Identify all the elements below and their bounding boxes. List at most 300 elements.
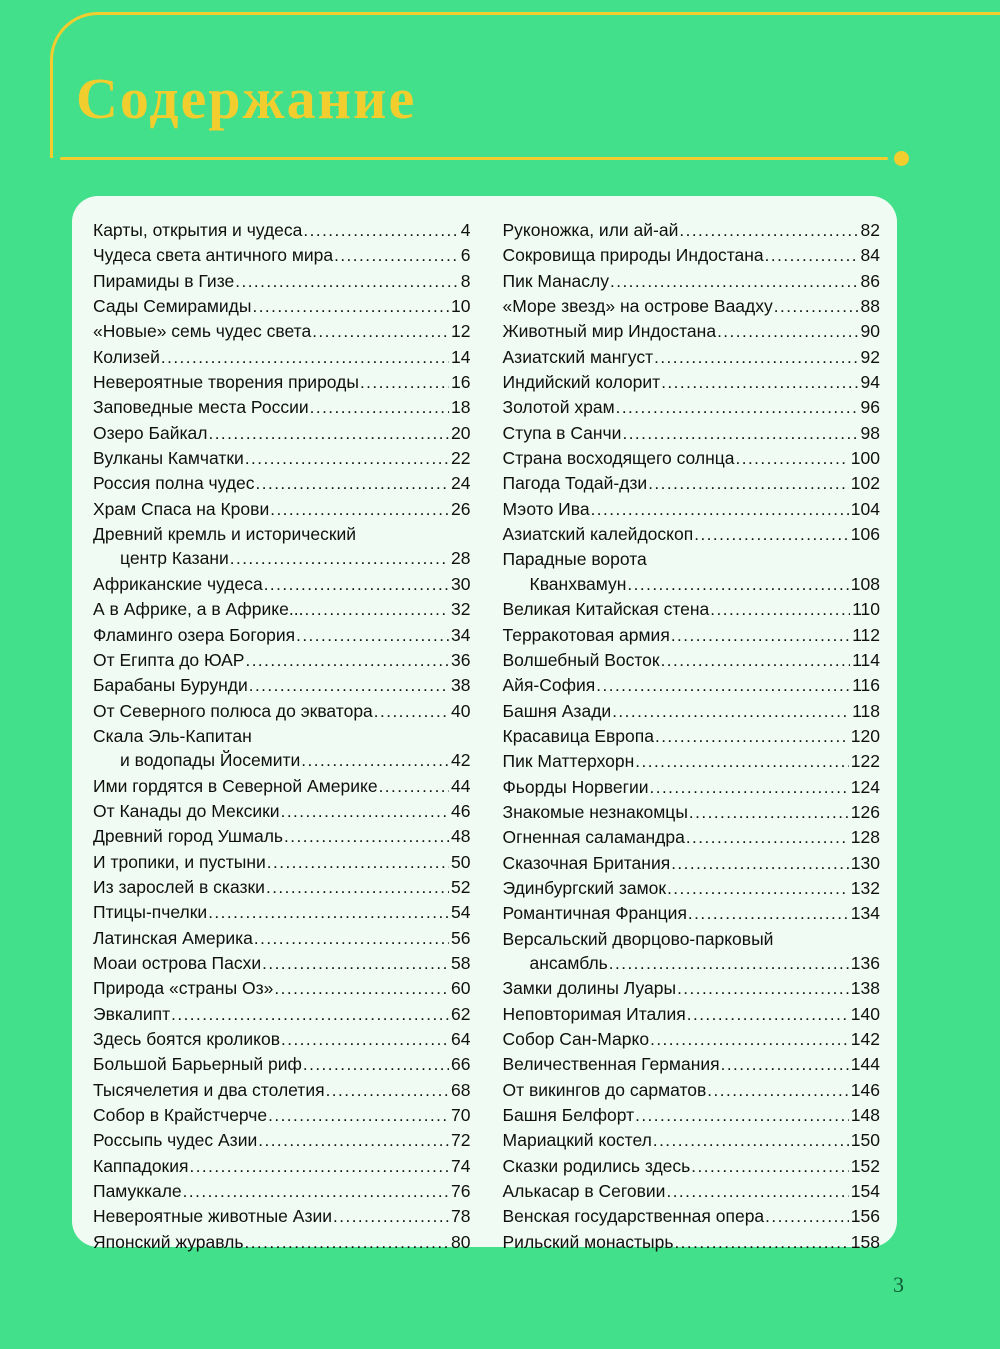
toc-entry: [93, 421, 471, 446]
toc-entry-title: Россыпь чудес Азии: [93, 1130, 258, 1151]
toc-entry: [93, 976, 471, 1001]
toc-entry: [503, 218, 881, 243]
toc-entry-title: Эдинбургский замок: [502, 877, 667, 898]
toc-entry-title: Памуккале: [93, 1181, 182, 1202]
toc-leader-dots: [170, 1002, 449, 1027]
toc-leader-dots: [311, 319, 449, 344]
toc-entry-title: Здесь боятся кроликов: [93, 1029, 280, 1049]
toc-leader-dots: [265, 875, 449, 900]
toc-entry: [503, 851, 881, 876]
toc-entry-page: 102: [850, 473, 880, 494]
toc-leader-dots: [261, 951, 449, 976]
toc-entry: [93, 1103, 471, 1128]
toc-entry-page: 66: [451, 1054, 471, 1075]
toc-entry: [93, 1027, 471, 1052]
toc-entry-page: 48: [451, 826, 471, 847]
toc-entry: [503, 951, 881, 976]
toc-entry-title: Сокровища природы Индостана: [502, 245, 764, 266]
toc-leader-dots: [333, 243, 459, 268]
toc-entry: [503, 294, 881, 319]
toc-entry: [93, 799, 471, 824]
toc-entry-page: 90: [860, 321, 880, 342]
toc-entry: [93, 572, 471, 597]
toc-leader-dots: [280, 799, 449, 824]
toc-leader-dots: [300, 748, 449, 773]
toc-entry: [503, 1179, 881, 1204]
toc-leader-dots: [654, 724, 849, 749]
toc-entry-page: 110: [852, 599, 880, 620]
toc-entry-title: От Северного полюса до экватора: [93, 700, 373, 721]
toc-entry-title: А в Африке, а в Африке...: [93, 599, 304, 620]
toc-entry-page: 106: [850, 524, 880, 545]
decorative-dot: [894, 151, 909, 166]
toc-entry: [503, 1128, 881, 1153]
toc-entry: [503, 775, 881, 800]
toc-entry: [93, 1128, 471, 1153]
toc-entry-page: 44: [451, 775, 471, 796]
toc-entry: [93, 1078, 471, 1103]
toc-entry-page: 34: [451, 624, 471, 645]
toc-entry-title: Тысячелетия и два столетия: [93, 1079, 325, 1100]
toc-entry-title: Природа «страны Оз»: [93, 978, 274, 999]
toc-entry-title: Сказки родились здесь: [502, 1155, 691, 1176]
toc-entry-page: 42: [451, 750, 471, 771]
toc-leader-dots: [207, 900, 449, 925]
toc-entry: [93, 673, 471, 698]
toc-entry-title: Древний город Ушмаль: [93, 826, 284, 847]
toc-entry-title: Храм Спаса на Крови: [93, 498, 270, 519]
toc-leader-dots: [670, 623, 850, 648]
toc-leader-dots: [690, 1154, 849, 1179]
toc-entry-title: Ими гордятся в Северной Америке: [93, 775, 378, 796]
toc-entry-title: Ступа в Санчи: [502, 422, 622, 443]
toc-leader-dots: [735, 446, 849, 471]
toc-entry-title: Кванхвамун: [529, 573, 627, 594]
toc-leader-dots: [686, 1002, 849, 1027]
toc-entry-title: Знакомые незнакомцы: [502, 801, 688, 822]
toc-leader-dots: [257, 1128, 449, 1153]
toc-entry-title: Мэото Ива: [502, 498, 590, 519]
toc-leader-dots: [590, 497, 849, 522]
toc-entry-title: Алькасар в Сеговии: [502, 1181, 666, 1202]
toc-entry: [93, 875, 471, 900]
toc-leader-dots: [302, 1052, 449, 1077]
toc-entry-first-line: Парадные ворота: [502, 549, 647, 570]
toc-leader-dots: [660, 370, 858, 395]
toc-entry-first-line: Версальский дворцово-парковый: [502, 928, 774, 949]
toc-entry-title: «Новые» семь чудес света: [93, 321, 312, 342]
toc-leader-dots: [649, 1027, 849, 1052]
toc-entry: [93, 623, 471, 648]
toc-entry-page: 94: [860, 372, 880, 393]
toc-leader-dots: [266, 850, 449, 875]
toc-entry-page: 80: [451, 1231, 471, 1252]
toc-entry: [503, 749, 881, 774]
toc-entry-title: Пирамиды в Гизе: [93, 270, 235, 291]
toc-leader-dots: [378, 774, 449, 799]
toc-entry-page: 38: [451, 675, 471, 696]
toc-panel: [72, 196, 897, 1252]
toc-entry: [93, 294, 471, 319]
toc-entry-page: 68: [451, 1079, 471, 1100]
toc-entry-page: 136: [850, 952, 880, 973]
toc-leader-dots: [207, 421, 449, 446]
toc-entry-title: Рильский монастырь: [502, 1231, 674, 1252]
toc-entry-page: 20: [451, 422, 471, 443]
toc-entry-title: Башня Азади: [502, 700, 612, 721]
toc-entry-first-line: Скала Эль-Капитан: [93, 725, 252, 746]
toc-entry-title: Венская государственная опера: [502, 1206, 765, 1227]
toc-entry-title: Пагода Тодай-дзи: [502, 473, 648, 494]
toc-entry-page: 60: [451, 978, 471, 999]
toc-leader-dots: [720, 1052, 849, 1077]
toc-entry-page: 50: [451, 851, 471, 872]
toc-entry: [503, 319, 881, 344]
toc-entry-page: 16: [451, 372, 471, 393]
toc-entry-page: 12: [451, 321, 471, 342]
toc-entry-title: Айя-София: [502, 675, 596, 696]
decorative-rule: [60, 157, 888, 160]
toc-entry: [503, 648, 881, 673]
toc-entry: [93, 597, 471, 622]
toc-entry-title: Азиатский мангуст: [502, 346, 654, 367]
toc-leader-dots: [678, 218, 858, 243]
toc-entry-title: Россия полна чудес: [93, 473, 255, 494]
toc-leader-dots: [652, 1128, 849, 1153]
toc-entry-page: 58: [451, 952, 471, 973]
toc-entry: [93, 1002, 471, 1027]
toc-leader-dots: [608, 951, 849, 976]
toc-entry: [93, 1154, 471, 1179]
toc-leader-dots: [244, 446, 449, 471]
toc-leader-dots: [773, 294, 859, 319]
toc-entry-title: Чудеса света античного мира: [93, 245, 334, 266]
toc-leader-dots: [676, 976, 849, 1001]
toc-leader-dots: [709, 597, 850, 622]
toc-entry-page: 72: [451, 1130, 471, 1151]
toc-column-right: [502, 218, 881, 1252]
toc-leader-dots: [243, 1230, 449, 1255]
toc-entry-page: 146: [850, 1079, 880, 1100]
toc-entry-title: От Канады до Мексики: [93, 800, 280, 821]
toc-entry-page: 138: [850, 978, 880, 999]
toc-entry-page: 122: [850, 751, 880, 772]
toc-leader-dots: [621, 421, 858, 446]
toc-leader-dots: [626, 572, 848, 597]
toc-entry-title: Большой Барьерный риф: [93, 1054, 302, 1075]
toc-entry-page: 8: [460, 270, 471, 291]
toc-entry: [503, 800, 881, 825]
toc-entry: [93, 269, 471, 294]
toc-entry: [93, 345, 471, 370]
toc-entry-page: 120: [850, 725, 880, 746]
toc-leader-dots: [255, 471, 450, 496]
toc-leader-dots: [595, 673, 850, 698]
toc-entry: [93, 748, 471, 773]
toc-entry: [93, 1230, 471, 1255]
toc-leader-dots: [660, 648, 851, 673]
toc-leader-dots: [295, 623, 449, 648]
toc-entry-title: Невероятные животные Азии: [93, 1206, 333, 1227]
toc-entry: [93, 497, 471, 522]
toc-leader-dots: [653, 345, 858, 370]
toc-entry-page: 4: [460, 220, 471, 240]
toc-entry-title: Эвкалипт: [93, 1003, 171, 1024]
toc-entry-title: Романтичная Франция: [502, 903, 687, 924]
toc-entry-title: Латинская Америка: [93, 927, 253, 948]
toc-entry-first-line: Древний кремль и исторический: [93, 524, 357, 545]
toc-entry-page: 116: [852, 675, 880, 696]
toc-entry: [93, 774, 471, 799]
toc-entry-title: Собор Сан-Марко: [502, 1029, 650, 1049]
toc-entry-page: 126: [850, 801, 880, 822]
toc-entry: [503, 699, 881, 724]
toc-entry-title: Огненная саламандра: [502, 827, 685, 848]
toc-entry-title: Пик Манаслу: [502, 270, 609, 291]
toc-entry: [93, 850, 471, 875]
toc-entry: [93, 951, 471, 976]
toc-entry-page: 22: [451, 448, 471, 469]
toc-entry: [503, 345, 881, 370]
toc-entry: [93, 926, 471, 951]
toc-leader-dots: [188, 1154, 449, 1179]
toc-entry: [503, 1103, 881, 1128]
toc-entry-title: Барабаны Бурунди: [93, 675, 248, 696]
toc-entry-title: Замки долины Луары: [502, 978, 677, 999]
toc-entry-page: 118: [852, 700, 880, 721]
toc-entry: [503, 673, 881, 698]
toc-entry-page: 46: [451, 800, 471, 821]
toc-entry-title: и водопады Йосемити: [120, 750, 301, 771]
toc-leader-dots: [634, 1103, 849, 1128]
toc-entry-title: Сказочная Британия: [502, 852, 671, 873]
toc-entry: [503, 395, 881, 420]
toc-entry: [503, 497, 881, 522]
toc-entry-page: 84: [860, 245, 880, 266]
toc-entry-page: 26: [451, 498, 471, 519]
toc-entry-page: 32: [451, 599, 471, 620]
toc-entry-page: 70: [451, 1105, 471, 1126]
toc-entry: [503, 446, 881, 471]
toc-entry-page: 78: [451, 1206, 471, 1227]
toc-entry-page: 156: [850, 1206, 880, 1227]
toc-entry-title: Азиатский калейдоскоп: [502, 524, 694, 545]
toc-entry: [503, 522, 881, 547]
toc-entry: [93, 243, 471, 268]
toc-entry: [93, 395, 471, 420]
toc-entry-title: Собор в Крайстчерче: [93, 1105, 268, 1126]
toc-leader-dots: [267, 1103, 449, 1128]
toc-entry-title: Озеро Байкал: [93, 422, 208, 443]
toc-leader-dots: [609, 269, 859, 294]
toc-leader-dots: [666, 876, 849, 901]
toc-entry: [503, 623, 881, 648]
toc-entry-page: 132: [850, 877, 880, 898]
toc-entry-page: 30: [451, 573, 471, 594]
toc-leader-dots: [273, 976, 449, 1001]
toc-leader-dots: [693, 522, 849, 547]
toc-entry-title: Волшебный Восток: [502, 649, 660, 670]
toc-leader-dots: [706, 1078, 849, 1103]
toc-entry: [503, 825, 881, 850]
toc-leader-dots: [685, 825, 849, 850]
toc-entry-page: 82: [860, 220, 880, 240]
toc-entry-title: Японский журавль: [93, 1231, 244, 1252]
toc-entry-page: 88: [860, 296, 880, 317]
toc-entry-title: Индийский колорит: [502, 372, 661, 393]
toc-leader-dots: [665, 1179, 848, 1204]
toc-entry-page: 114: [852, 649, 880, 670]
toc-entry-page: 128: [850, 827, 880, 848]
toc-leader-dots: [244, 648, 449, 673]
toc-entry: [503, 1002, 881, 1027]
toc-entry-title: Вулканы Камчатки: [93, 448, 244, 469]
toc-entry-title: Животный мир Индостана: [502, 321, 717, 342]
toc-entry-title: Сады Семирамиды: [93, 296, 252, 317]
toc-entry-page: 112: [852, 624, 880, 645]
toc-entry-page: 140: [850, 1003, 880, 1024]
toc-entry: [93, 471, 471, 496]
toc-entry-page: 142: [850, 1029, 880, 1049]
toc-leader-dots: [649, 775, 849, 800]
toc-entry: [503, 1052, 881, 1077]
toc-entry-title: Карты, открытия и чудеса: [93, 220, 303, 240]
toc-entry-title: Величественная Германия: [502, 1054, 720, 1075]
toc-entry: [503, 370, 881, 395]
toc-leader-dots: [309, 395, 449, 420]
toc-entry-page: 86: [860, 270, 880, 291]
toc-entry-page: 56: [451, 927, 471, 948]
toc-entry-title: Фламинго озера Богория: [93, 624, 296, 645]
toc-leader-dots: [253, 926, 449, 951]
toc-leader-dots: [234, 269, 459, 294]
toc-entry-page: 130: [850, 852, 880, 873]
toc-entry-title: Африканские чудеса: [93, 573, 263, 594]
toc-leader-dots: [359, 370, 449, 395]
toc-entry-title: Из зарослей в сказки: [93, 876, 265, 897]
toc-entry-page: 158: [850, 1231, 880, 1252]
toc-entry: [503, 1154, 881, 1179]
toc-entry: [503, 976, 881, 1001]
toc-entry: [93, 648, 471, 673]
page-title: Содержание: [76, 66, 417, 131]
toc-entry-title: Башня Белфорт: [502, 1105, 635, 1126]
toc-entry-title: Страна восходящего солнца: [502, 448, 735, 469]
toc-entry: [503, 269, 881, 294]
toc-entry-page: 152: [850, 1155, 880, 1176]
toc-entry-title: Фьорды Норвегии: [502, 776, 649, 797]
toc-entry: [503, 243, 881, 268]
toc-leader-dots: [670, 851, 849, 876]
toc-entry: [503, 1204, 881, 1229]
toc-entry-page: 14: [451, 346, 471, 367]
toc-leader-dots: [248, 673, 449, 698]
toc-entry: [93, 900, 471, 925]
toc-entry-page: 96: [860, 397, 880, 418]
toc-entry: [93, 1204, 471, 1229]
toc-entry: [503, 572, 881, 597]
toc-leader-dots: [615, 395, 859, 420]
toc-leader-dots: [251, 294, 449, 319]
toc-entry-page: 124: [850, 776, 880, 797]
toc-entry-page: 148: [850, 1105, 880, 1126]
toc-entry-page: 150: [850, 1130, 880, 1151]
toc-entry-page: 36: [451, 649, 471, 670]
toc-entry: [93, 1052, 471, 1077]
toc-leader-dots: [611, 699, 850, 724]
toc-entry-title: Красавица Европа: [502, 725, 654, 746]
toc-entry-page: 134: [850, 903, 880, 924]
toc-entry-title: Каппадокия: [93, 1155, 189, 1176]
toc-entry-title: Птицы-пчелки: [93, 902, 208, 923]
toc-entry-page: 64: [451, 1029, 471, 1049]
toc-entry-title: И тропики, и пустыни: [93, 851, 266, 872]
toc-entry-page: 52: [451, 876, 471, 897]
toc-entry: [93, 370, 471, 395]
toc-entry-page: 54: [451, 902, 471, 923]
page-number: 3: [893, 1272, 904, 1297]
toc-entry-title: От Египта до ЮАР: [93, 649, 245, 670]
toc-leader-dots: [764, 243, 859, 268]
toc-leader-dots: [688, 800, 849, 825]
toc-entry-page: 24: [451, 473, 471, 494]
toc-entry-page: 144: [850, 1054, 880, 1075]
toc-entry-title: центр Казани: [120, 548, 229, 569]
toc-leader-dots: [373, 699, 449, 724]
toc-leader-dots: [303, 597, 449, 622]
toc-entry-title: Руконожка, или ай-ай: [502, 220, 679, 240]
toc-entry-page: 74: [451, 1155, 471, 1176]
toc-leader-dots: [280, 1027, 449, 1052]
toc-leader-dots: [229, 546, 449, 571]
toc-entry-page: 18: [451, 397, 471, 418]
toc-entry-title: Золотой храм: [502, 397, 615, 418]
toc-entry: [503, 1230, 881, 1255]
toc-entry: [93, 546, 471, 571]
toc-leader-dots: [716, 319, 858, 344]
toc-entry: [93, 699, 471, 724]
toc-entry: [503, 471, 881, 496]
toc-entry-title: «Море звезд» на острове Ваадху: [502, 296, 773, 317]
toc-entry-title: Терракотовая армия: [502, 624, 670, 645]
toc-leader-dots: [764, 1204, 849, 1229]
toc-entry-title: Великая Китайская стена: [502, 599, 710, 620]
toc-leader-dots: [332, 1204, 449, 1229]
toc-entry-title: Пик Маттерхорн: [502, 751, 635, 772]
toc-column-left: [93, 218, 471, 1252]
toc-entry-page: 40: [451, 700, 471, 721]
toc-entry-page: 100: [850, 448, 880, 469]
toc-entry-title: Заповедные места России: [93, 397, 309, 418]
toc-entry: [93, 319, 471, 344]
toc-entry: [93, 1179, 471, 1204]
toc-entry-page: 10: [451, 296, 471, 317]
toc-entry: [503, 876, 881, 901]
toc-leader-dots: [160, 345, 449, 370]
toc-leader-dots: [647, 471, 849, 496]
toc-entry-title: Невероятные творения природы: [93, 372, 359, 393]
toc-entry-title: ансамбль: [529, 952, 608, 973]
toc-leader-dots: [263, 572, 449, 597]
toc-entry: [503, 1027, 881, 1052]
toc-entry: [503, 901, 881, 926]
toc-entry-title: Неповторимая Италия: [502, 1003, 686, 1024]
toc-leader-dots: [182, 1179, 449, 1204]
toc-entry-title: Моаи острова Пасхи: [93, 952, 262, 973]
toc-entry-page: 92: [860, 346, 880, 367]
toc-leader-dots: [634, 749, 849, 774]
toc-entry: [503, 724, 881, 749]
